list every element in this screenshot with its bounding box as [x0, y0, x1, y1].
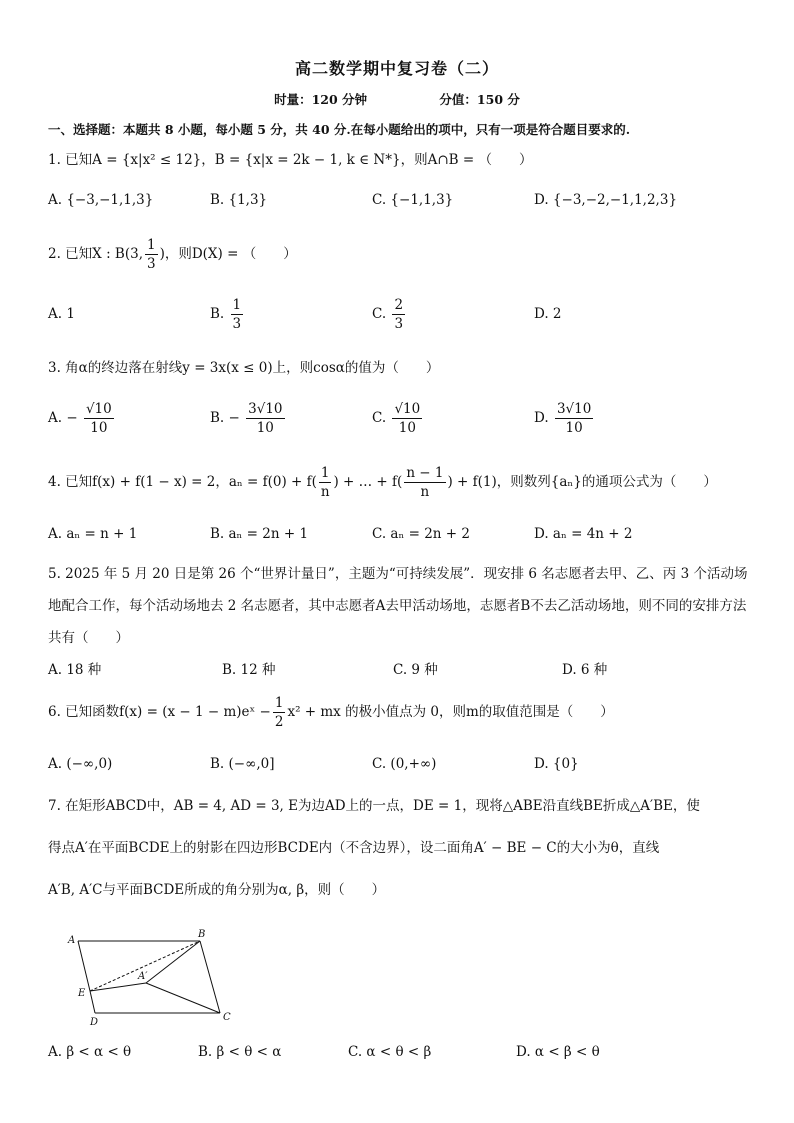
frac-den: 10 — [256, 420, 274, 436]
opt-label: A. − — [48, 410, 78, 426]
question-3-option-d — [534, 400, 595, 437]
q2-fraction-num: 1 — [146, 237, 156, 253]
question-6-option-b: B. (−∞,0] — [210, 756, 275, 772]
q4-fraction-1 — [319, 464, 332, 501]
frac-num: 1 — [320, 465, 330, 481]
question-1-option-a: A. {−3,−1,1,3} — [48, 192, 154, 208]
q2-fraction — [145, 236, 158, 273]
q4-stem-post: ) + f(1)，则数列{aₙ}的通项公式为（ ） — [447, 474, 717, 490]
question-2-option-d: D. 2 — [534, 306, 562, 322]
question-2-option-c — [372, 296, 407, 333]
question-7-line-3: A′B, A′C与平面BCDE所成的角分别为α, β，则（ ） — [48, 882, 386, 898]
edge-bc — [200, 941, 220, 1013]
opt-label: B. − — [210, 410, 240, 426]
label-e: E — [78, 988, 86, 999]
frac-num: n − 1 — [406, 465, 444, 481]
question-1-option-d: D. {−3,−2,−1,1,2,3} — [534, 192, 678, 208]
opt-fraction — [246, 400, 284, 437]
question-5-option-a: A. 18 种 — [48, 662, 102, 678]
opt-label: D. — [534, 410, 549, 426]
section-heading: 一、选择题：本题共 8 小题，每小题 5 分，共 40 分.在每小题给出的项中，只有一项是符合题目要求的. — [48, 122, 631, 137]
frac-num: 3√10 — [556, 401, 592, 417]
question-6-option-c: C. (0,+∞) — [372, 756, 437, 772]
question-7-line-1: 7. 在矩形ABCD中，AB = 4, AD = 3, E为边AD上的一点，DE = 1，现将△ABE沿直线BE折成△A′BE，使 — [48, 798, 700, 814]
question-5-stem: 5. 2025 年 5 月 20 日是第 26 个“世界计量日”，主题为“可持续发展”．现安排 6 名志愿者去甲、乙、丙 3 个活动场地配合工作，每个活动场地去 2 名志愿者，其中志愿者A去甲活动场地，志愿者B不去乙活动场地，则不同的安排方法共有（ ） — [48, 566, 748, 646]
q6-stem-post: x² + mx 的极小值点为 0，则m的取值范围是（ ） — [287, 704, 614, 720]
frac-den: n — [320, 484, 330, 500]
question-3-option-b — [210, 400, 287, 437]
edge-ea-prime — [90, 983, 146, 991]
question-3-option-a — [48, 400, 116, 437]
exam-meta — [0, 90, 794, 108]
page-title: 高二数学期中复习卷（二） — [294, 59, 499, 78]
question-1-option-c: C. {−1,1,3} — [372, 192, 454, 208]
question-6-option-a: A. (−∞,0) — [48, 756, 113, 772]
question-2-option-b — [210, 296, 245, 333]
geometry-figure — [60, 925, 240, 1030]
question-2-stem — [48, 234, 297, 274]
frac-den: 3 — [232, 316, 242, 332]
label-c: C — [223, 1012, 231, 1023]
edge-a-prime-c — [146, 983, 220, 1013]
opt-label: B. — [210, 306, 225, 322]
label-a: A — [68, 935, 76, 946]
q4-stem-mid: ) + … + f( — [333, 474, 403, 490]
question-6-stem — [48, 692, 614, 732]
question-5-option-c: C. 9 种 — [393, 662, 438, 678]
edge-ae — [78, 941, 90, 991]
question-3-stem: 3. 角α的终边落在射线y = 3x(x ≤ 0)上，则cosα的值为（ ） — [48, 360, 440, 376]
frac-num: 1 — [232, 297, 242, 313]
frac-den: 10 — [398, 420, 416, 436]
q2-fraction-den: 3 — [146, 256, 156, 272]
label-a-prime: A′ — [138, 971, 148, 982]
frac-num: √10 — [85, 401, 112, 417]
opt-label: C. — [372, 410, 387, 426]
frac-num: √10 — [394, 401, 421, 417]
q4-stem-pre: 4. 已知f(x) + f(1 − x) = 2，aₙ = f(0) + f( — [48, 474, 317, 490]
question-4-option-d: D. aₙ = 4n + 2 — [534, 526, 633, 542]
question-7-option-d: D. α < β < θ — [516, 1044, 600, 1060]
label-b: B — [198, 929, 206, 940]
q4-fraction-2 — [404, 464, 445, 501]
q6-fraction — [273, 694, 286, 731]
question-2-option-a: A. 1 — [48, 306, 75, 322]
opt-fraction — [392, 400, 422, 437]
q6-stem-pre: 6. 已知函数f(x) = (x − 1 − m)eˣ − — [48, 704, 271, 720]
opt-fraction — [392, 296, 405, 333]
label-d: D — [90, 1017, 99, 1028]
question-6-option-d: D. {0} — [534, 756, 579, 772]
frac-num: 1 — [274, 695, 284, 711]
question-4-option-c: C. aₙ = 2n + 2 — [372, 526, 470, 542]
q2-stem-post: )，则D(X) = （ ） — [159, 246, 297, 262]
opt-fraction — [231, 296, 244, 333]
question-5-option-d: D. 6 种 — [562, 662, 608, 678]
edge-ed — [90, 991, 95, 1013]
opt-label: C. — [372, 306, 387, 322]
total-score: 分值：150 分 — [439, 92, 520, 107]
question-4-option-a: A. aₙ = n + 1 — [48, 526, 138, 542]
frac-den: 3 — [394, 316, 404, 332]
time-limit: 时量：120 分钟 — [274, 92, 368, 107]
frac-den: 10 — [90, 420, 108, 436]
question-7-option-c: C. α < θ < β — [348, 1044, 432, 1060]
question-4-stem — [48, 462, 717, 502]
question-1-stem: 1. 已知A = {x|x² ≤ 12}，B = {x|x = 2k − 1, k ∈ N*}，则A∩B = （ ） — [48, 152, 533, 168]
frac-den: 2 — [274, 714, 284, 730]
question-7-line-2: 得点A′在平面BCDE上的射影在四边形BCDE内（不含边界），设二面角A′ − BE − C的大小为θ，直线 — [48, 840, 660, 856]
question-1-option-b: B. {1,3} — [210, 192, 268, 208]
frac-num: 3√10 — [248, 401, 283, 417]
question-7-option-b: B. β < θ < α — [198, 1044, 282, 1060]
frac-num: 2 — [394, 297, 404, 313]
question-4-option-b: B. aₙ = 2n + 1 — [210, 526, 309, 542]
frac-den: n — [420, 484, 430, 500]
q2-stem-pre: 2. 已知X : B(3, — [48, 246, 143, 262]
question-3-option-c — [372, 400, 424, 437]
question-5-option-b: B. 12 种 — [222, 662, 276, 678]
frac-den: 10 — [565, 420, 583, 436]
opt-fraction — [84, 400, 114, 437]
opt-fraction — [555, 400, 593, 437]
question-7-option-a: A. β < α < θ — [48, 1044, 132, 1060]
